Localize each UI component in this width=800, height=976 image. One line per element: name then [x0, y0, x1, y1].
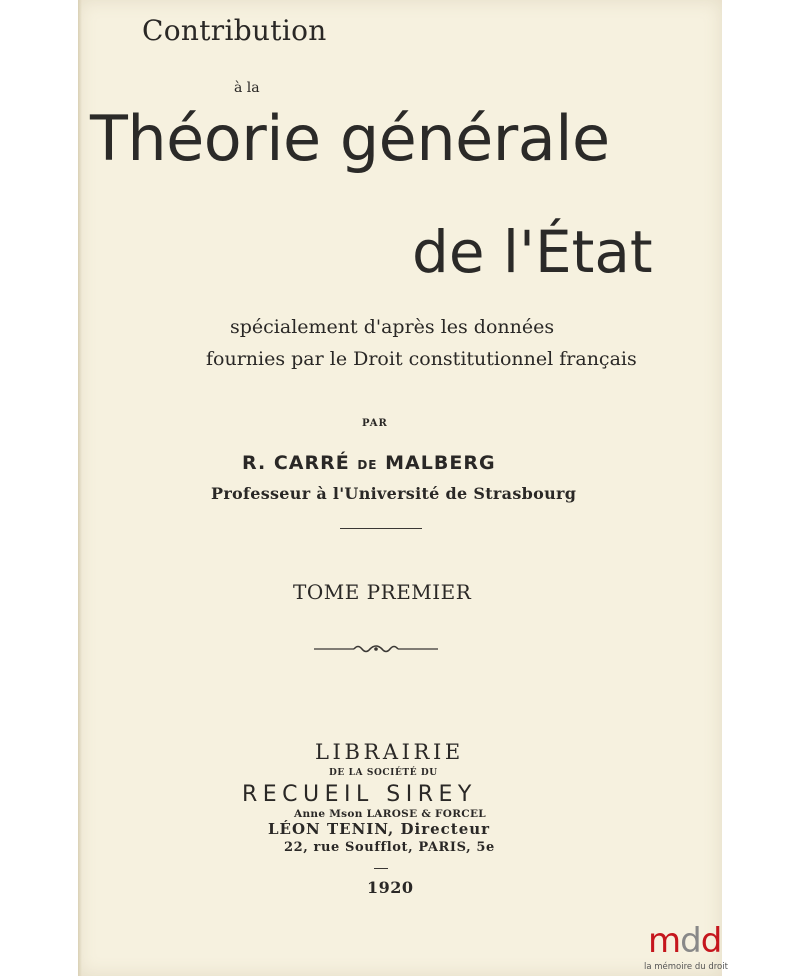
publisher-former-name: Anne Mson LAROSE & FORCEL — [294, 808, 486, 820]
author-name — [242, 452, 496, 474]
publication-year: 1920 — [367, 878, 414, 897]
book-title-page — [78, 0, 722, 976]
subtitle-line1: spécialement d'après les données — [230, 316, 555, 338]
author-name-part3: MALBERG — [385, 452, 496, 474]
main-title-line2: de l'État — [412, 218, 653, 286]
volume-label: TOME PREMIER — [293, 580, 472, 604]
publisher-director: LÉON TENIN, Directeur — [268, 820, 491, 838]
contribution-heading: Contribution — [142, 14, 327, 47]
publisher-societe: DE LA SOCIÉTÉ DU — [329, 768, 438, 778]
publisher-librairie: LIBRAIRIE — [315, 740, 464, 764]
author-title: Professeur à l'Université de Strasbourg — [211, 484, 577, 503]
publisher-name: RECUEIL SIREY — [242, 782, 477, 807]
mdd-logo-mark — [648, 921, 722, 961]
mdd-logo — [640, 921, 728, 976]
year-rule — [374, 868, 388, 869]
main-title-line1: Théorie générale — [90, 102, 610, 175]
publisher-address: 22, rue Soufflot, PARIS, 5e — [284, 840, 495, 855]
logo-letter-d-grey: d — [680, 921, 701, 961]
logo-letter-m: m — [648, 921, 681, 961]
logo-letter-d: d — [700, 921, 722, 961]
subtitle-line2: fournies par le Droit constitutionnel français — [206, 348, 637, 370]
ornament-divider — [314, 640, 438, 658]
logo-tagline: la mémoire du droit — [644, 962, 728, 972]
author-name-part2: DE — [357, 458, 378, 472]
par-label: PAR — [362, 418, 388, 429]
divider-rule — [340, 528, 422, 529]
a-la-text: à la — [234, 80, 260, 96]
author-name-part1: R. CARRÉ — [242, 452, 350, 474]
